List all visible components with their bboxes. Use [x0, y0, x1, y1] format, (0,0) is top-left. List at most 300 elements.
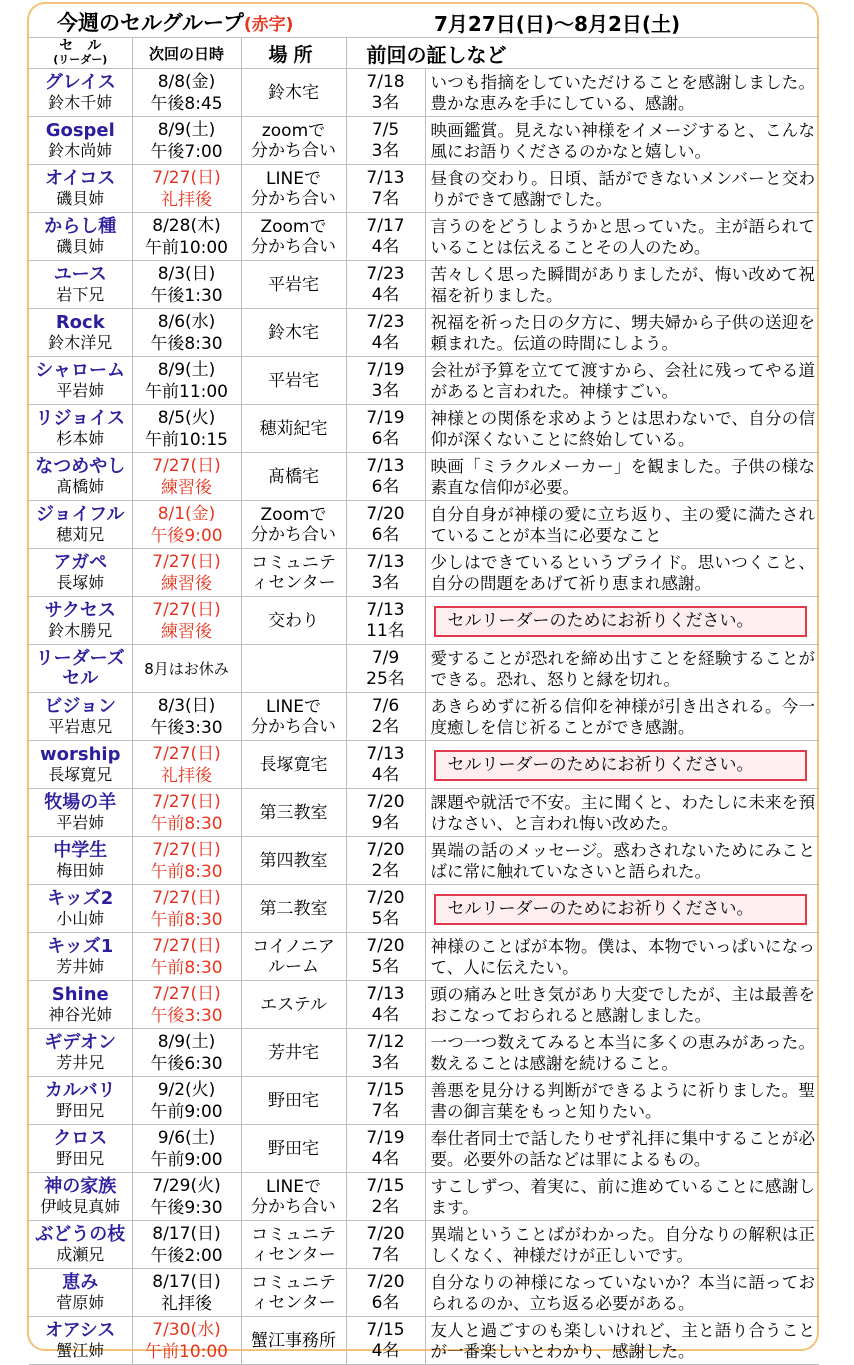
testimony-text: いつも指摘をしていただけることを感謝しました。豊かな恵みを手にしている、感謝。: [430, 73, 815, 113]
cell-group-name-cell: [29, 117, 132, 165]
next-time: 午前10:00: [145, 237, 228, 258]
cell-group-name: シャローム: [35, 359, 126, 381]
next-meeting-cell: [132, 405, 241, 453]
testimony-cell: [425, 693, 819, 741]
cell-leader: 杉本姉: [56, 428, 105, 448]
next-meeting-cell: [132, 693, 241, 741]
last-date: 7/13: [366, 551, 405, 572]
attendance-count: 3名: [371, 140, 400, 161]
testimony-text: 少しはできているというプライド。思いつくこと、自分の問題をあげて祈り恵まれ感謝。: [430, 553, 815, 593]
place-cell: [241, 597, 346, 645]
testimony-cell: [425, 405, 819, 453]
table-row: [29, 261, 819, 309]
next-date: 7/27(日): [152, 935, 221, 956]
cell-leader: 鈴木勝兄: [48, 620, 113, 640]
table-row: [29, 165, 819, 213]
prayer-request-box: セルリーダーのためにお祈りください。: [434, 750, 808, 781]
table-row: [29, 1077, 819, 1125]
place-cell: [241, 693, 346, 741]
place-cell: [241, 1269, 346, 1317]
testimony-text: 異端ということばがわかった。自分なりの解釈は正しくなく、神様だけが正しいです。: [430, 1225, 815, 1265]
cell-group-name-cell: [29, 741, 132, 789]
next-meeting-cell: [132, 1221, 241, 1269]
cell-group-name: キッズ2: [47, 887, 114, 909]
table-row: [29, 405, 819, 453]
next-meeting-cell: [132, 117, 241, 165]
next-meeting-cell: [132, 453, 241, 501]
last-meeting-cell: [346, 645, 425, 693]
last-date: 7/6: [371, 695, 400, 716]
title-note: (赤字): [243, 15, 294, 35]
next-meeting-cell: [132, 933, 241, 981]
place-cell: [241, 1125, 346, 1173]
meeting-place: 芳井宅: [268, 1042, 319, 1063]
testimony-cell: [425, 789, 819, 837]
place-cell: [241, 789, 346, 837]
last-date: 7/19: [366, 359, 405, 380]
attendance-count: 25名: [366, 668, 405, 689]
next-time: 午後3:30: [150, 717, 223, 738]
next-date: 8/6(水): [157, 311, 216, 332]
next-meeting-cell: [132, 645, 241, 693]
meeting-place: 交わり: [268, 610, 319, 631]
attendance-count: 7名: [371, 1100, 400, 1121]
next-meeting-cell: [132, 309, 241, 357]
meeting-place: 第三教室: [259, 802, 328, 823]
place-cell: [241, 981, 346, 1029]
testimony-cell: [425, 1125, 819, 1173]
header-cell: [29, 38, 132, 69]
attendance-count: 6名: [371, 476, 400, 497]
last-date: 7/20: [366, 887, 405, 908]
last-meeting-cell: [346, 453, 425, 501]
attendance-count: 9名: [371, 812, 400, 833]
cell-group-name-cell: [29, 1125, 132, 1173]
last-meeting-cell: [346, 165, 425, 213]
cell-group-name: リーダーズ: [35, 647, 125, 669]
next-date: 8/9(土): [157, 119, 216, 140]
cell-group-name: 神の家族: [44, 1175, 117, 1197]
cell-group-name-cell: [29, 165, 132, 213]
testimony-cell: [425, 1077, 819, 1125]
testimony-cell: [425, 117, 819, 165]
place-cell: [241, 645, 346, 693]
header-row: [29, 38, 819, 69]
cell-leader: 菅原姉: [56, 1292, 105, 1312]
cell-group-name-cell: [29, 981, 132, 1029]
next-date: 7/27(日): [152, 983, 221, 1004]
next-date: 8/3(日): [157, 695, 216, 716]
cell-group-name-cell: [29, 1221, 132, 1269]
meeting-place: 野田宅: [268, 1090, 319, 1111]
cell-group-name: リジョイス: [35, 407, 125, 429]
cell-leader: セル: [62, 667, 99, 689]
cell-group-name-cell: [29, 1317, 132, 1365]
meeting-place: コミュニテ ィセンター: [251, 552, 336, 593]
header-note: 前回の証しなど: [346, 38, 819, 69]
testimony-text: あきらめずに祈る信仰を神様が引き出される。今一度癒しを信じ祈ることができ感謝。: [430, 697, 815, 737]
cell-leader: 平岩姉: [56, 812, 105, 832]
next-date: 7/27(日): [152, 887, 221, 908]
title-text: 今週のセルグループ: [57, 11, 244, 35]
attendance-count: 3名: [371, 380, 400, 401]
next-meeting-cell: [132, 741, 241, 789]
last-meeting-cell: [346, 1269, 425, 1317]
last-date: 7/15: [366, 1175, 405, 1196]
last-meeting-cell: [346, 357, 425, 405]
last-date: 7/20: [366, 1271, 405, 1292]
next-meeting-cell: [132, 837, 241, 885]
meeting-place: 第二教室: [259, 898, 328, 919]
last-date: 7/15: [366, 1319, 405, 1340]
meeting-place: 鈴木宅: [268, 82, 319, 103]
next-date: 7/30(水): [152, 1319, 221, 1340]
schedule-frame: [27, 2, 819, 1362]
testimony-text: 一つ一つ数えてみると本当に多くの恵みがあった。数えることは感謝を続けること。: [430, 1033, 815, 1073]
cell-group-name: サクセス: [44, 599, 116, 621]
table-row: [29, 1269, 819, 1317]
cell-group-name: Shine: [51, 983, 109, 1005]
cell-leader: 野田兄: [56, 1100, 105, 1120]
meeting-place: LINEで 分かち合い: [251, 696, 336, 737]
last-date: 7/20: [366, 839, 405, 860]
next-meeting-cell: [132, 213, 241, 261]
place-cell: [241, 1221, 346, 1269]
cell-group-name-cell: [29, 1173, 132, 1221]
last-meeting-cell: [346, 597, 425, 645]
attendance-count: 5名: [371, 956, 400, 977]
meeting-place: 野田宅: [268, 1138, 319, 1159]
cell-group-name: カルバリ: [44, 1079, 116, 1101]
place-cell: [241, 309, 346, 357]
last-meeting-cell: [346, 1221, 425, 1269]
testimony-text: 愛することが恐れを締め出すことを経験することができる。恐れ、怒りと縁を切れ。: [430, 649, 815, 689]
next-time: 午後7:00: [150, 141, 223, 162]
last-meeting-cell: [346, 789, 425, 837]
cell-leader: 芳井兄: [56, 1052, 105, 1072]
testimony-text: 友人と過ごすのも楽しいけれど、主と語り合うことが一番楽しいとわかり、感謝した。: [430, 1321, 815, 1361]
meeting-place: Zoomで 分かち合い: [251, 504, 336, 545]
next-time: 練習後: [161, 573, 212, 594]
cell-leader: 成瀬兄: [56, 1244, 105, 1264]
prayer-request-box: セルリーダーのためにお祈りください。: [434, 606, 808, 637]
next-time: 午後8:45: [150, 93, 223, 114]
testimony-cell: [425, 213, 819, 261]
cell-group-name: クロス: [53, 1127, 108, 1149]
cell-group-name-cell: [29, 933, 132, 981]
last-date: 7/13: [366, 167, 405, 188]
cell-leader: 鈴木洋兄: [48, 332, 113, 352]
cell-group-name-cell: [29, 213, 132, 261]
next-date: 8/17(日): [152, 1271, 221, 1292]
testimony-text: 言うのをどうしようかと思っていた。主が語られていることは伝えることその人のため。: [430, 217, 815, 257]
testimony-text: 苦々しく思った瞬間がありましたが、悔い改めて祝福を祈りました。: [430, 265, 815, 305]
cell-leader: 伊岐見真姉: [40, 1196, 121, 1216]
testimony-cell: [425, 741, 819, 789]
next-time: 午前8:30: [150, 861, 223, 882]
cell-group-name: オアシス: [45, 1319, 116, 1341]
last-date: 7/15: [366, 1079, 405, 1100]
cell-leader: 磯貝姉: [56, 236, 105, 256]
cell-group-name: からし種: [44, 215, 117, 237]
last-date: 7/12: [366, 1031, 405, 1052]
cell-group-name-cell: [29, 261, 132, 309]
next-date: 7/27(日): [152, 599, 221, 620]
next-date: 7/27(日): [152, 791, 221, 812]
table-row: [29, 645, 819, 693]
cell-group-name: ビジョン: [44, 695, 117, 717]
next-time: 礼拝後: [161, 765, 212, 786]
meeting-place: 蟹江事務所: [251, 1330, 336, 1351]
next-meeting-cell: [132, 1269, 241, 1317]
next-meeting-cell: [132, 69, 241, 117]
testimony-text: 神様のことばが本物。僕は、本物でいっぱいになって、人に伝えたい。: [430, 937, 815, 977]
table-row: [29, 1221, 819, 1269]
last-meeting-cell: [346, 693, 425, 741]
attendance-count: 6名: [371, 428, 400, 449]
cell-group-name: キッズ1: [47, 935, 114, 957]
meeting-place: 髙橋宅: [268, 466, 319, 487]
meeting-place: コイノニア ルーム: [252, 936, 335, 977]
attendance-count: 2名: [371, 716, 400, 737]
last-meeting-cell: [346, 1125, 425, 1173]
next-time: 礼拝後: [161, 189, 212, 210]
next-time: 午後3:30: [150, 1005, 223, 1026]
next-meeting-cell: [132, 165, 241, 213]
attendance-count: 4名: [371, 764, 400, 785]
last-meeting-cell: [346, 501, 425, 549]
table-row: [29, 741, 819, 789]
next-time: 午前8:30: [150, 909, 223, 930]
testimony-text: 善悪を見分ける判断ができるように祈りました。聖書の御言葉をもっと知りたい。: [430, 1081, 815, 1121]
header-cell-label: セ ル: [59, 38, 102, 54]
cell-group-name-cell: [29, 885, 132, 933]
cell-group-name: ジョイフル: [36, 503, 125, 525]
cell-group-name-cell: [29, 837, 132, 885]
table-row: [29, 885, 819, 933]
last-date: 7/19: [366, 407, 405, 428]
next-time: 午後8:30: [150, 333, 223, 354]
testimony-cell: [425, 981, 819, 1029]
cell-leader: 穂苅兄: [56, 524, 105, 544]
next-date: 8/5(火): [157, 407, 216, 428]
cell-group-name: 恵み: [62, 1271, 99, 1293]
testimony-text: 映画鑑賞。見えない神様をイメージすると、こんな風にお語りくださるのかなと嬉しい。: [430, 121, 815, 161]
table-row: [29, 1029, 819, 1077]
cell-leader: 岩下兄: [56, 284, 105, 304]
last-meeting-cell: [346, 741, 425, 789]
table-row: [29, 357, 819, 405]
next-meeting-cell: [132, 357, 241, 405]
table-row: [29, 789, 819, 837]
attendance-count: 4名: [371, 1340, 400, 1361]
cell-group-name: worship: [40, 743, 121, 765]
last-date: 7/13: [366, 455, 405, 476]
cell-group-name-cell: [29, 405, 132, 453]
testimony-cell: [425, 1269, 819, 1317]
next-time: 午後1:30: [150, 285, 223, 306]
week-dates: 7月27日(日)〜8月2日(土): [434, 12, 681, 36]
cell-group-name: グレイス: [44, 71, 116, 93]
cell-leader: 鈴木千姉: [48, 92, 113, 112]
attendance-count: 2名: [371, 860, 400, 881]
attendance-count: 4名: [371, 1004, 400, 1025]
testimony-cell: [425, 501, 819, 549]
place-cell: [241, 165, 346, 213]
cell-group-name-cell: [29, 501, 132, 549]
next-meeting-cell: [132, 1317, 241, 1365]
last-date: 7/13: [366, 983, 405, 1004]
next-time: 練習後: [161, 621, 212, 642]
testimony-cell: [425, 885, 819, 933]
cell-group-name-cell: [29, 1029, 132, 1077]
cell-leader: 長塚姉: [56, 572, 105, 592]
meeting-place: 平岩宅: [268, 274, 319, 295]
next-date: 8/28(木): [152, 215, 221, 236]
title-row: [29, 4, 817, 37]
next-meeting-cell: [132, 501, 241, 549]
place-cell: [241, 837, 346, 885]
attendance-count: 5名: [371, 908, 400, 929]
header-next: 次回の日時: [132, 38, 241, 69]
cell-group-name-cell: [29, 645, 132, 693]
attendance-count: 2名: [371, 1196, 400, 1217]
last-meeting-cell: [346, 1173, 425, 1221]
place-cell: [241, 1029, 346, 1077]
last-date: 7/13: [366, 599, 405, 620]
next-date: 9/6(土): [157, 1127, 216, 1148]
attendance-count: 6名: [371, 524, 400, 545]
testimony-text: 会社が予算を立てて渡すから、会社に残ってやる道があると言われた。神様すごい。: [430, 361, 815, 401]
next-date: 7/27(日): [152, 455, 221, 476]
attendance-count: 7名: [371, 188, 400, 209]
table-row: [29, 213, 819, 261]
table-row: [29, 597, 819, 645]
next-date: 9/2(火): [157, 1079, 216, 1100]
testimony-cell: [425, 645, 819, 693]
last-meeting-cell: [346, 549, 425, 597]
cell-group-name: Gospel: [45, 119, 115, 141]
table-row: [29, 453, 819, 501]
cell-leader: 平岩恵兄: [48, 716, 113, 736]
testimony-cell: [425, 309, 819, 357]
testimony-cell: [425, 69, 819, 117]
attendance-count: 4名: [371, 284, 400, 305]
table-row: [29, 933, 819, 981]
place-cell: [241, 1173, 346, 1221]
last-date: 7/17: [366, 215, 405, 236]
next-date: 7/27(日): [152, 167, 221, 188]
next-date: 8/8(金): [157, 71, 216, 92]
next-meeting-cell: [132, 261, 241, 309]
last-meeting-cell: [346, 837, 425, 885]
cell-leader: 野田兄: [56, 1148, 105, 1168]
meeting-place: エステル: [260, 994, 327, 1015]
table-row: [29, 693, 819, 741]
cell-leader: 磯貝姉: [56, 188, 105, 208]
table-row: [29, 981, 819, 1029]
testimony-cell: [425, 1317, 819, 1365]
testimony-text: 神様との関係を求めようとは思わないで、自分の信仰が深くないことに終始している。: [430, 409, 815, 449]
testimony-cell: [425, 1029, 819, 1077]
cell-group-name-cell: [29, 69, 132, 117]
next-date: 8/1(金): [157, 503, 216, 524]
testimony-text: 奉仕者同士で話したりせず礼拝に集中することが必要。必要外の話などは罪によるもの。: [430, 1129, 815, 1169]
cell-leader: 蟹江姉: [56, 1340, 105, 1360]
place-cell: [241, 501, 346, 549]
cell-group-table: [29, 37, 819, 1365]
place-cell: [241, 885, 346, 933]
cell-group-name-cell: [29, 597, 132, 645]
attendance-count: 4名: [371, 1148, 400, 1169]
last-meeting-cell: [346, 405, 425, 453]
testimony-text: 祝福を祈った日の夕方に、甥夫婦から子供の送迎を頼まれた。伝道の時間にしよう。: [430, 313, 815, 353]
cell-group-name: ユース: [53, 263, 107, 285]
meeting-place: zoomで 分かち合い: [251, 120, 336, 161]
cell-group-name: なつめやし: [35, 455, 126, 477]
page-title: [57, 7, 293, 37]
last-date: 7/20: [366, 935, 405, 956]
attendance-count: 3名: [371, 572, 400, 593]
next-date: 7/29(火): [152, 1175, 221, 1196]
next-time: 午前9:00: [150, 1149, 223, 1170]
next-date: 8/9(土): [157, 1031, 216, 1052]
next-time: 午後2:00: [150, 1245, 223, 1266]
meeting-place: 平岩宅: [268, 370, 319, 391]
cell-group-name-cell: [29, 789, 132, 837]
attendance-count: 4名: [371, 332, 400, 353]
last-date: 7/18: [366, 71, 405, 92]
place-cell: [241, 69, 346, 117]
last-meeting-cell: [346, 1077, 425, 1125]
next-meeting-cell: [132, 789, 241, 837]
attendance-count: 3名: [371, 92, 400, 113]
next-time: 午後9:30: [150, 1197, 223, 1218]
header-place: 場所: [241, 38, 346, 69]
next-time: 午前10:00: [145, 1341, 228, 1362]
table-row: [29, 837, 819, 885]
last-date: 7/23: [366, 311, 405, 332]
next-meeting-cell: [132, 981, 241, 1029]
next-date: 7/27(日): [152, 551, 221, 572]
last-meeting-cell: [346, 933, 425, 981]
table-row: [29, 1317, 819, 1365]
testimony-text: 異端の話のメッセージ。惑わされないためにみことばに常に触れていなさいと語られた。: [430, 841, 815, 881]
next-time: 練習後: [161, 477, 212, 498]
cell-group-name: ぶどうの枝: [35, 1223, 126, 1245]
next-time: 午前11:00: [145, 381, 228, 402]
table-row: [29, 549, 819, 597]
testimony-text: 自分なりの神様になっていないか？本当に語っておられるのか、立ち返る必要がある。: [430, 1273, 815, 1313]
cell-group-name-cell: [29, 693, 132, 741]
testimony-cell: [425, 837, 819, 885]
next-meeting-cell: [132, 1173, 241, 1221]
place-cell: [241, 357, 346, 405]
table-row: [29, 1125, 819, 1173]
header-leader-label: (リーダー): [53, 53, 108, 66]
attendance-count: 3名: [371, 1052, 400, 1073]
meeting-place: 鈴木宅: [268, 322, 319, 343]
next-date: 8/9(土): [157, 359, 216, 380]
cell-leader: 神谷光姉: [48, 1004, 113, 1024]
table-row: [29, 117, 819, 165]
cell-group-name: Rock: [55, 311, 105, 333]
meeting-place: コミュニテ ィセンター: [251, 1224, 336, 1265]
last-meeting-cell: [346, 1317, 425, 1365]
meeting-place: コミュニテ ィセンター: [251, 1272, 336, 1313]
next-date: 8/17(日): [152, 1223, 221, 1244]
last-date: 7/19: [366, 1127, 405, 1148]
